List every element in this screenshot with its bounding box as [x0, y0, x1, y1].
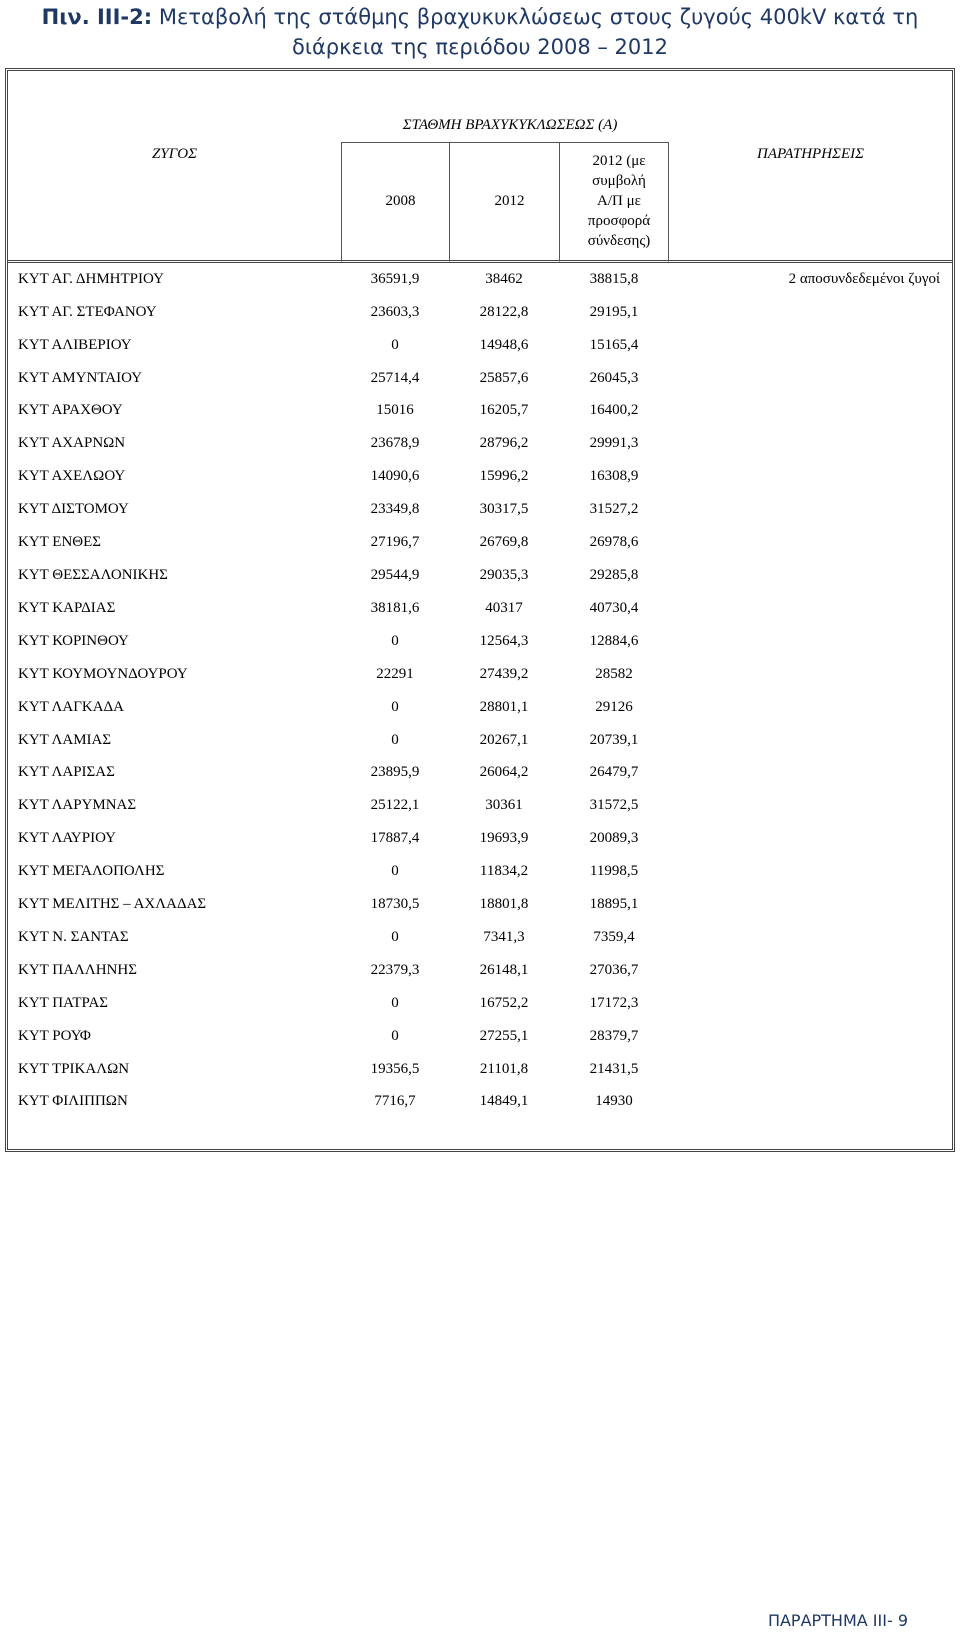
- cell-bus: ΚΥΤ ΡΟΥΦ: [18, 1027, 91, 1044]
- cell-remarks: [669, 756, 952, 789]
- cell-2012-with-wind: 21431,5: [589, 1060, 639, 1077]
- cell-2012: 15996,2: [479, 468, 529, 485]
- short-circuit-table: [5, 68, 955, 1152]
- cell-2012-with-wind: 14930: [595, 1093, 633, 1110]
- cell-bus: ΚΥΤ ΛΑΥΡΙΟΥ: [18, 830, 116, 847]
- cell-2012-with-wind: 20739,1: [589, 731, 639, 748]
- table-row: [8, 691, 952, 724]
- cell-remarks: [669, 954, 952, 987]
- cell-2008: 38181,6: [370, 599, 420, 616]
- cell-2012: 11834,2: [479, 863, 529, 880]
- cell-2012-with-wind: 29285,8: [589, 566, 639, 583]
- header-remarks: ΠΑΡΑΤΗΡΗΣΕΙΣ: [669, 142, 952, 263]
- cell-2012: 16752,2: [479, 994, 529, 1011]
- table-row: [8, 625, 952, 658]
- table-row: [8, 559, 952, 592]
- cell-remarks: [669, 1020, 952, 1053]
- cell-2012: 26769,8: [479, 534, 529, 551]
- cell-bus: ΚΥΤ ΑΓ. ΣΤΕΦΑΝΟΥ: [18, 303, 157, 320]
- cell-2008: 14090,6: [370, 468, 420, 485]
- header-2012: 2012: [449, 142, 559, 263]
- table-row: [8, 493, 952, 526]
- caption-label: Πιν. ΙΙΙ-2:: [41, 5, 153, 29]
- cell-2012-with-wind: 26045,3: [589, 369, 639, 386]
- header-2012ap-l3: Α/Π με: [597, 193, 641, 210]
- cell-2008: 22379,3: [370, 961, 420, 978]
- cell-2008: 0: [391, 632, 399, 649]
- cell-2012: 30317,5: [479, 501, 529, 518]
- table-row: [8, 855, 952, 888]
- table-row: [8, 329, 952, 362]
- table-row: [8, 1086, 952, 1119]
- table-row: [8, 724, 952, 757]
- cell-2012: 28796,2: [479, 435, 529, 452]
- cell-2012-with-wind: 31527,2: [589, 501, 639, 518]
- cell-2012-with-wind: 16400,2: [589, 402, 639, 419]
- cell-remarks: [669, 592, 952, 625]
- cell-bus: ΚΥΤ ΘΕΣΣΑΛΟΝΙΚΗΣ: [18, 566, 168, 583]
- cell-2012-with-wind: 29991,3: [589, 435, 639, 452]
- cell-2012-with-wind: 15165,4: [589, 336, 639, 353]
- header-2012ap-l1: 2012 (με: [592, 153, 646, 170]
- header-2008: 2008: [341, 142, 449, 263]
- cell-2008: 0: [391, 1027, 399, 1044]
- header-spacer-left: [8, 71, 341, 142]
- cell-remarks: [669, 1053, 952, 1086]
- cell-2008: 0: [391, 731, 399, 748]
- cell-2012-with-wind: 7359,4: [593, 928, 635, 945]
- header-group-row: [8, 71, 952, 142]
- cell-2012: 28801,1: [479, 698, 529, 715]
- page-footer: ΠΑΡΑΡΤΗΜΑ ΙΙΙ- 9: [767, 1611, 908, 1630]
- header-2012ap-l2: συμβολή: [592, 173, 646, 190]
- cell-remarks: [669, 296, 952, 329]
- table-row: [8, 756, 952, 789]
- cell-bus: ΚΥΤ ΛΑΓΚΑΔΑ: [18, 698, 125, 715]
- cell-bus: ΚΥΤ ΤΡΙΚΑΛΩΝ: [18, 1060, 130, 1077]
- cell-2012-with-wind: 20089,3: [589, 830, 639, 847]
- table-row: [8, 987, 952, 1020]
- cell-2008: 29544,9: [370, 566, 420, 583]
- cell-2012-with-wind: 31572,5: [589, 797, 639, 814]
- header-2012ap-l4: προσφορά: [587, 213, 651, 230]
- cell-bus: ΚΥΤ ΠΑΛΛΗΝΗΣ: [18, 961, 137, 978]
- cell-2008: 22291: [376, 665, 414, 682]
- cell-remarks: [669, 789, 952, 822]
- cell-2012-with-wind: 16308,9: [589, 468, 639, 485]
- table-row: [8, 427, 952, 460]
- cell-2012: 29035,3: [479, 566, 529, 583]
- cell-bus: ΚΥΤ ΑΧΑΡΝΩΝ: [18, 435, 126, 452]
- cell-bus: ΚΥΤ ΑΛΙΒΕΡΙΟΥ: [18, 336, 132, 353]
- cell-bus: ΚΥΤ ΦΙΛΙΠΠΩΝ: [18, 1093, 128, 1110]
- cell-2008: 25714,4: [370, 369, 420, 386]
- cell-bus: ΚΥΤ ΜΕΛΙΤΗΣ – ΑΧΛΑΔΑΣ: [18, 896, 207, 913]
- cell-bus: ΚΥΤ ΚΟΥΜΟΥΝΔΟΥΡΟΥ: [18, 665, 188, 682]
- cell-2012-with-wind: 29195,1: [589, 303, 639, 320]
- cell-bus: ΚΥΤ ΑΧΕΛΩΟΥ: [18, 468, 126, 485]
- cell-remarks: [669, 329, 952, 362]
- caption-line-1: [8, 2, 952, 32]
- cell-2012: 28122,8: [479, 303, 529, 320]
- cell-2008: 27196,7: [370, 534, 420, 551]
- cell-remarks: [669, 460, 952, 493]
- cell-2012-with-wind: 11998,5: [589, 863, 639, 880]
- table-row: [8, 789, 952, 822]
- cell-2012: 16205,7: [479, 402, 529, 419]
- cell-2012: 18801,8: [479, 896, 529, 913]
- cell-remarks: [669, 987, 952, 1020]
- cell-2012: 14849,1: [479, 1093, 529, 1110]
- cell-bus: ΚΥΤ Ν. ΣΑΝΤΑΣ: [18, 928, 129, 945]
- cell-2012: 27255,1: [479, 1027, 529, 1044]
- table-row: [8, 1053, 952, 1086]
- cell-2008: 25122,1: [370, 797, 420, 814]
- cell-remarks: [669, 427, 952, 460]
- table-row: [8, 921, 952, 954]
- table-row: [8, 394, 952, 427]
- cell-2012: 26064,2: [479, 764, 529, 781]
- cell-2012: 21101,8: [479, 1060, 529, 1077]
- cell-2012-with-wind: 17172,3: [589, 994, 639, 1011]
- cell-2012-with-wind: 29126: [595, 698, 633, 715]
- header-bus: ΖΥΓΟΣ: [8, 142, 341, 263]
- cell-remarks: [669, 394, 952, 427]
- cell-2012: 12564,3: [479, 632, 529, 649]
- cell-bus: ΚΥΤ ΜΕΓΑΛΟΠΟΛΗΣ: [18, 863, 165, 880]
- blank-cell: [8, 1118, 341, 1149]
- cell-2012: 30361: [485, 797, 523, 814]
- cell-bus: ΚΥΤ ΛΑΡΙΣΑΣ: [18, 764, 115, 781]
- table-row: [8, 592, 952, 625]
- table-row: [8, 658, 952, 691]
- cell-remarks: [669, 1086, 952, 1119]
- blank-cell: [669, 1118, 952, 1149]
- cell-2008: 23678,9: [370, 435, 420, 452]
- cell-bus: ΚΥΤ ΕΝΘΕΣ: [18, 534, 102, 551]
- cell-2008: 0: [391, 994, 399, 1011]
- cell-bus: ΚΥΤ ΑΜΥΝΤΑΙΟΥ: [18, 369, 143, 386]
- cell-2012: 20267,1: [479, 731, 529, 748]
- cell-2012-with-wind: 28582: [595, 665, 633, 682]
- cell-remarks: [669, 855, 952, 888]
- cell-remarks: [669, 559, 952, 592]
- cell-bus: ΚΥΤ ΔΙΣΤΟΜΟΥ: [18, 501, 129, 518]
- caption-text-2: διάρκεια της περιόδου 2008 – 2012: [292, 35, 668, 59]
- blank-cell: [559, 1118, 669, 1149]
- cell-2008: 18730,5: [370, 896, 420, 913]
- cell-bus: ΚΥΤ ΑΓ. ΔΗΜΗΤΡΙΟΥ: [18, 270, 164, 287]
- cell-2008: 17887,4: [370, 830, 420, 847]
- cell-2012-with-wind: 18895,1: [589, 896, 639, 913]
- cell-remarks: [669, 526, 952, 559]
- caption-text-1: Μεταβολή της στάθμης βραχυκυκλώσεως στους ζυγούς 400kV κατά τη: [158, 5, 919, 29]
- cell-2012-with-wind: 26978,6: [589, 534, 639, 551]
- cell-2012: 27439,2: [479, 665, 529, 682]
- header-group-label: ΣΤΑΘΜΗ ΒΡΑΧΥΚΥΚΛΩΣΕΩΣ (Α): [402, 116, 618, 133]
- cell-2012-with-wind: 38815,8: [589, 270, 639, 287]
- cell-bus: ΚΥΤ ΛΑΡΥΜΝΑΣ: [18, 797, 137, 814]
- table-row: [8, 1020, 952, 1053]
- cell-remarks: [669, 658, 952, 691]
- table-row: [8, 888, 952, 921]
- cell-bus: ΚΥΤ ΚΑΡΔΙΑΣ: [18, 599, 116, 616]
- cell-2012: 19693,9: [479, 830, 529, 847]
- cell-2008: 36591,9: [370, 270, 420, 287]
- cell-2012-with-wind: 28379,7: [589, 1027, 639, 1044]
- cell-remarks: [669, 362, 952, 395]
- table-row: [8, 822, 952, 855]
- cell-2012: 25857,6: [479, 369, 529, 386]
- cell-bus: ΚΥΤ ΚΟΡΙΝΘΟΥ: [18, 632, 129, 649]
- cell-remarks: [669, 888, 952, 921]
- cell-2008: 0: [391, 336, 399, 353]
- blank-row: [8, 1118, 952, 1149]
- cell-bus: ΚΥΤ ΑΡΑΧΘΟΥ: [18, 402, 123, 419]
- cell-remarks: 2 αποσυνδεδεμένοι ζυγοί: [788, 270, 941, 287]
- header-spacer-right: [669, 71, 952, 142]
- cell-2012-with-wind: 27036,7: [589, 961, 639, 978]
- header-columns-row: [8, 142, 952, 263]
- cell-2012: 38462: [485, 270, 523, 287]
- cell-remarks: [669, 493, 952, 526]
- header-2012ap-l5: σύνδεσης): [587, 233, 651, 250]
- cell-2012-with-wind: 40730,4: [589, 599, 639, 616]
- table-caption: [8, 2, 952, 62]
- blank-cell: [449, 1118, 559, 1149]
- cell-2012: 26148,1: [479, 961, 529, 978]
- table-row: [8, 362, 952, 395]
- cell-2008: 23603,3: [370, 303, 420, 320]
- cell-2012-with-wind: 12884,6: [589, 632, 639, 649]
- cell-bus: ΚΥΤ ΠΑΤΡΑΣ: [18, 994, 109, 1011]
- cell-remarks: [669, 822, 952, 855]
- header-2012-with-wind: [559, 142, 669, 263]
- cell-2012: 14948,6: [479, 336, 529, 353]
- cell-2008: 23349,8: [370, 501, 420, 518]
- cell-bus: ΚΥΤ ΛΑΜΙΑΣ: [18, 731, 112, 748]
- blank-cell: [341, 1118, 449, 1149]
- table-row: [8, 263, 952, 296]
- cell-2012: 40317: [485, 599, 523, 616]
- cell-2008: 0: [391, 863, 399, 880]
- cell-remarks: [669, 691, 952, 724]
- table-row: [8, 460, 952, 493]
- table-row: [8, 526, 952, 559]
- cell-remarks: [669, 921, 952, 954]
- cell-2008: 0: [391, 928, 399, 945]
- cell-2008: 19356,5: [370, 1060, 420, 1077]
- cell-2008: 0: [391, 698, 399, 715]
- cell-2008: 7716,7: [374, 1093, 416, 1110]
- cell-2008: 15016: [376, 402, 414, 419]
- cell-remarks: [669, 625, 952, 658]
- cell-2012: 7341,3: [483, 928, 525, 945]
- cell-2012-with-wind: 26479,7: [589, 764, 639, 781]
- table-row: [8, 296, 952, 329]
- cell-2008: 23895,9: [370, 764, 420, 781]
- cell-remarks: [669, 724, 952, 757]
- table-row: [8, 954, 952, 987]
